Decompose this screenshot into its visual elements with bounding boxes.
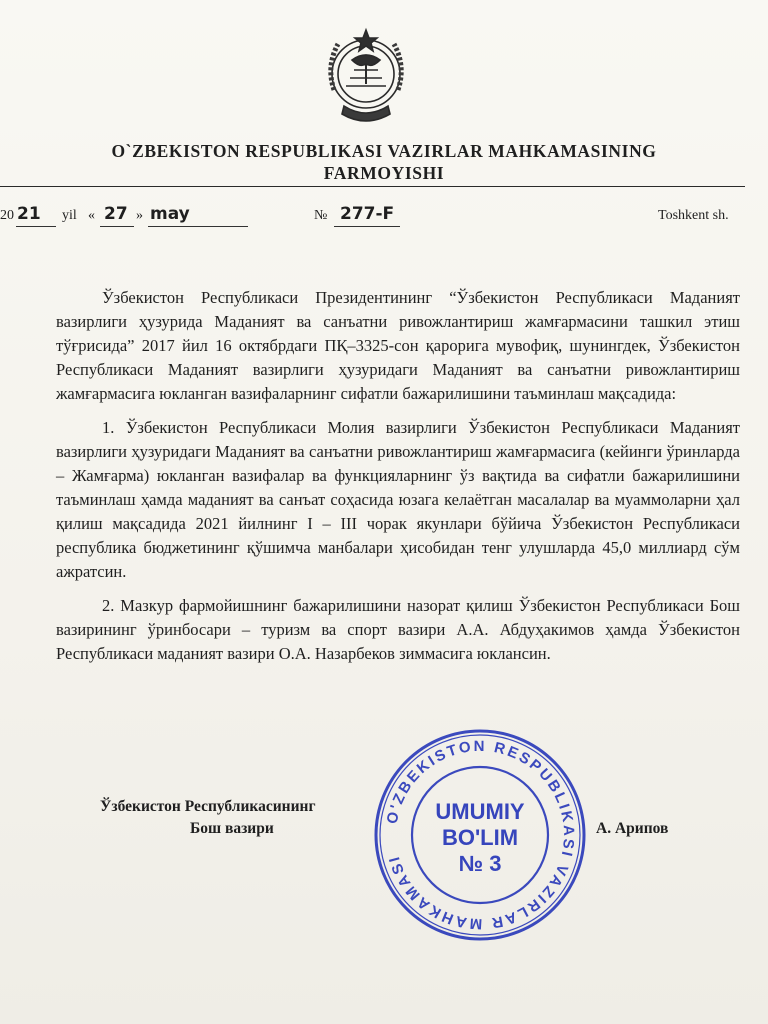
place-label: Toshkent sh. xyxy=(658,208,729,223)
stamp-ring-text: O'ZBEKISTON RESPUBLIKASI VAZIRLAR MAHKAMASI xyxy=(383,737,578,933)
item-2-paragraph: 2. Мазкур фармойишнинг бажарилишини назорат қилиш Ўзбекистон Республикаси Бош вазирининг ўринбосари – туризм ва спорт вазири А.А. Абдуҳакимов ҳамда Ўзбекистон Республикаси маданият вазири О.А. Назарбеков зиммасига юклансин. xyxy=(56,596,740,663)
day-quote-close: » xyxy=(136,208,143,223)
day-quote-open: « xyxy=(88,208,95,223)
signatory-title-line-2: Бош вазири xyxy=(190,820,274,837)
stamp-center-line-3: № 3 xyxy=(458,851,502,876)
document-body xyxy=(56,286,740,666)
number-value: 277-F xyxy=(340,204,395,224)
number-underline xyxy=(334,226,400,227)
document-heading xyxy=(0,140,768,184)
official-stamp xyxy=(370,725,590,945)
document-meta-row xyxy=(0,204,768,230)
heading-line-2: FARMOYISHI xyxy=(323,163,445,183)
number-label: № xyxy=(314,208,328,223)
stamp-center-line-1: UMUMIY xyxy=(435,799,525,824)
heading-line-1: O`ZBEKISTON RESPUBLIKASI VAZIRLAR MAHKAMASINING xyxy=(111,141,657,161)
year-underline xyxy=(16,226,56,227)
heading-divider xyxy=(0,186,745,187)
day-underline xyxy=(100,226,134,227)
day-value: 27 xyxy=(104,204,128,224)
year-prefix: 20 xyxy=(0,208,14,223)
preamble-paragraph: Ўзбекистон Республикаси Президентининг “Ўзбекистон Республикаси Маданият вазирлиги ҳузурида Маданият ва санъатни ривожлантириш жамғармасини ташкил этиш тўғрисида” 2017 йил 16 октябрдаги ПҚ–3325-сон қарорига мувофиқ, шунингдек, Ўзбекистон Республикаси Маданият вазирлиги ҳузуридаги Маданият ва санъатни ривожлантириш жамғармасига юкланган вазифаларнинг сифатли бажарилишини таъминлаш мақсадида: xyxy=(56,288,740,403)
item-1-paragraph: 1. Ўзбекистон Республикаси Молия вазирлиги Ўзбекистон Республикаси Маданият вазирлиги ҳузуридаги Маданият ва санъатни ривожлантириш жамғармасига (кейинги ўринларда – Жамғарма) юкланган вазифалар ва функцияларнинг ўз вақтида ва сифатли бажарилишини таъминлаш ҳамда маданият ва санъат соҳасида юзага келаётган масалалар ва муаммоларни ҳал қилиш мақсадида 2021 йилнинг I – III чорак якунлари бўйича Ўзбекистон Республикаси республика бюджетининг қўшимча манбалари ҳисобидан тенг улушларда 45,0 миллиард сўм ажратсин. xyxy=(56,418,740,581)
stamp-center-line-2: BO'LIM xyxy=(441,825,519,850)
month-value: may xyxy=(150,204,190,224)
signatory-title-line-1: Ўзбекистон Республикасининг xyxy=(100,798,316,815)
year-value: 21 xyxy=(17,204,41,224)
yil-label: yil xyxy=(62,208,77,223)
month-underline xyxy=(148,226,248,227)
stamp-graphic xyxy=(370,725,590,945)
state-emblem-icon xyxy=(316,20,416,128)
signatory-name: А. Арипов xyxy=(596,820,669,837)
